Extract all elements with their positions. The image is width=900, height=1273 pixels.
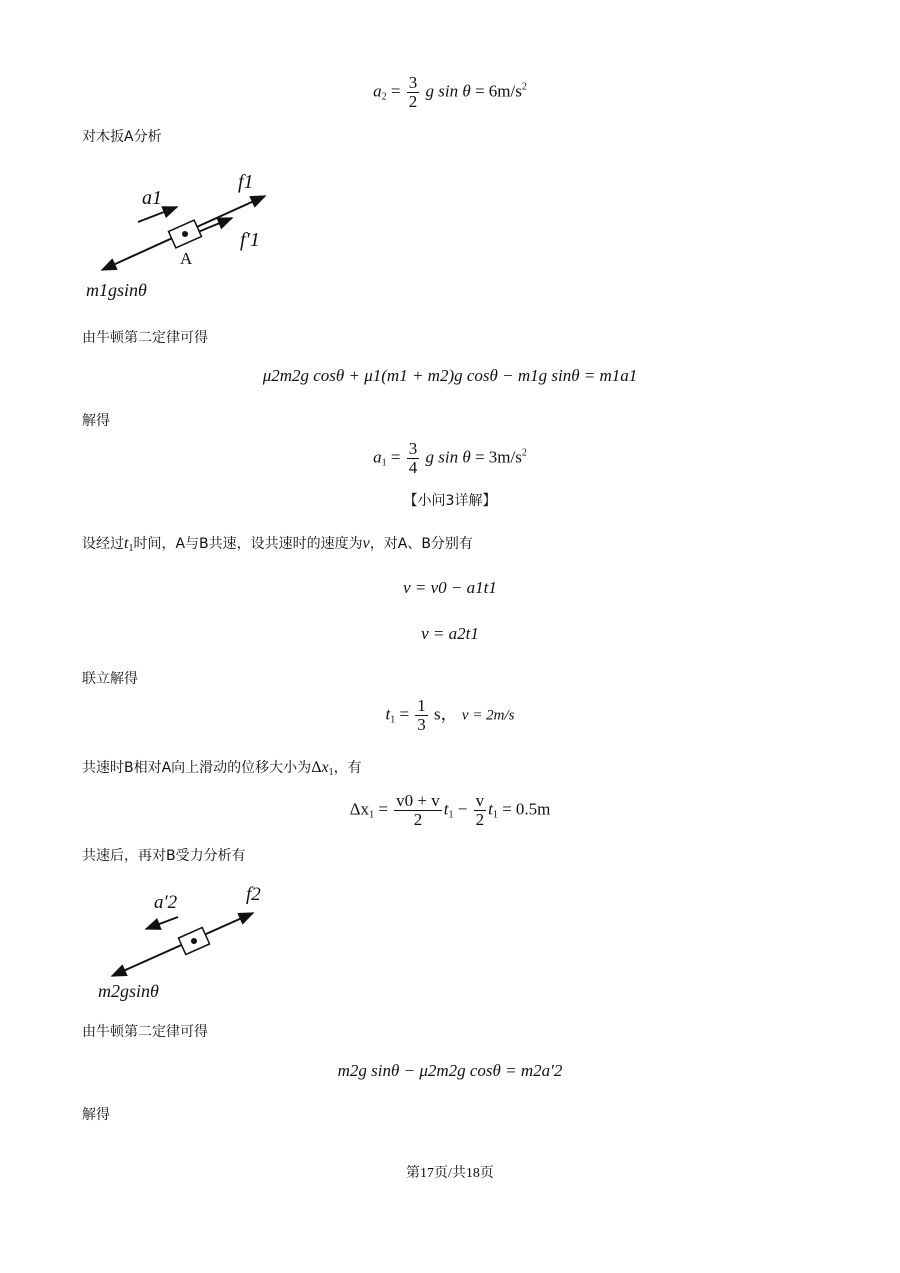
block-a [169,220,202,248]
paragraph-assume-t1: 设经过$t_1$时间，A与B共速，设共速时的速度为v，对A、B分别有 [82,535,473,554]
page-footer: 第17页/共18页 [406,1166,494,1181]
label-a1: a1 [142,187,162,209]
paragraph-after-common: 共速后，再对B受力分析有 [82,848,246,864]
label-weight-component-1: m1gsinθ [86,280,147,300]
paragraph-solve-1: 解得 [82,413,110,429]
paragraph-newton-2: 由牛顿第二定律可得 [82,1024,208,1040]
acceleration-a2-prime-arrow [146,917,178,929]
equation-t1-v: $t_1$ = $\frac{1}{3}$ s， v = 2m/s [385,696,515,734]
block-b [178,927,209,954]
paragraph-analyze-a: 对木扳A分析 [82,129,162,145]
paragraph-combine-solve: 联立解得 [82,671,138,687]
label-f2: f2 [246,884,261,905]
label-a2-prime: a′2 [154,892,178,913]
equation-newton-b: m2g sinθ − μ2m2g cosθ = m2a′2 [337,1061,563,1080]
section-title-sub3: 【小问3详解】 [403,493,497,509]
equation-dx1: $\Delta x_1$ = $\frac{v0 + v}{2}$ $t_1$ − $\frac{v}{2}$ $t_1 = 0.5m$ [349,791,551,829]
acceleration-a1-arrow [138,207,177,222]
equation-v-1: v = v0 − a1t1 [403,578,497,597]
label-weight-component-2: m2gsinθ [98,981,159,1001]
label-a-block: A [180,249,193,268]
paragraph-solve-2: 解得 [82,1107,110,1123]
force-diagram-a [80,160,300,310]
equation-a1: $a_1$ = $\frac{3}{4}$ g $\sin \theta = 3m/s^2$ [373,439,527,477]
force-diagram-b [90,880,290,1005]
equation-v-2: v = a2t1 [421,624,479,643]
equation-newton-a: μ2m2g cosθ + μ1(m1 + m2)g cosθ − m1g sinθ = m1a1 [262,366,638,385]
label-f1: f1 [238,171,254,193]
equation-a2: $a_2$ = $\frac{3}{2}$ g $\sin \theta = 6m/s^2$ [373,73,527,111]
paragraph-slide-displacement: 共速时B相对A向上滑动的位移大小为$\Delta x_1$，有 [82,759,362,778]
label-f1-prime: f′1 [240,229,260,251]
paragraph-newton-1: 由牛顿第二定律可得 [82,330,208,346]
